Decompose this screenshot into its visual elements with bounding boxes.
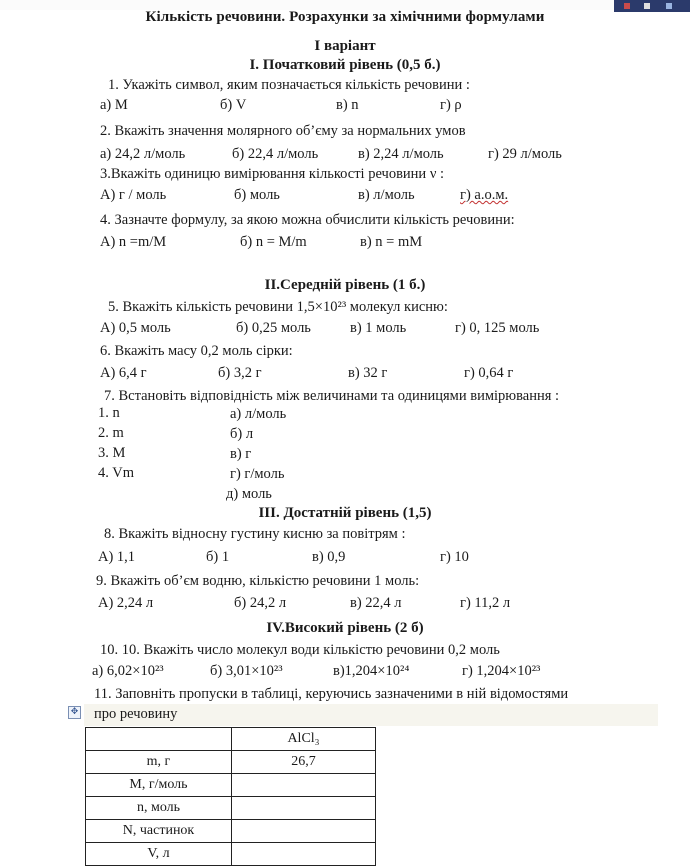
substance-table	[85, 727, 376, 866]
table-label-cell: n, моль	[86, 797, 232, 820]
question-3-text: 3.Вкажіть одиницю вимірювання кількості речовини ν :	[100, 166, 445, 182]
question-10-text: 10. 10. Вкажіть число молекул води кількістю речовини 0,2 моль	[100, 642, 500, 658]
question-11-text-line2: про речовину	[94, 706, 178, 722]
table-row	[86, 728, 376, 751]
question-1-text: 1. Укажіть символ, яким позначається кількість речовини :	[108, 77, 470, 93]
match-left-2: 2. m	[98, 425, 124, 441]
q4-option-c: в) n = mM	[360, 234, 423, 250]
q8-option-c: в) 0,9	[312, 549, 346, 565]
q2-option-b: б) 22,4 л/моль	[232, 146, 319, 162]
table-value-cell[interactable]	[232, 843, 376, 866]
q8-option-a: А) 1,1	[98, 549, 136, 565]
question-11-text-line1: 11. Заповніть пропуски в таблиці, керуючись зазначеними в ній відомостями	[94, 686, 569, 702]
q2-option-c: в) 2,24 л/моль	[358, 146, 444, 162]
q9-option-a: А) 2,24 л	[98, 595, 154, 611]
question-8-text: 8. Вкажіть відносну густину кисню за повітрям :	[104, 526, 406, 542]
table-value-cell[interactable]	[232, 797, 376, 820]
question-6-text: 6. Вкажіть масу 0,2 моль сірки:	[100, 343, 293, 359]
table-row	[86, 820, 376, 843]
table-label-cell: m, г	[86, 751, 232, 774]
table-label-cell: N, частинок	[86, 820, 232, 843]
match-right-d: г) г/моль	[230, 466, 285, 482]
table-row	[86, 751, 376, 774]
match-right-a: а) л/моль	[230, 406, 287, 422]
q1-option-b: б) V	[220, 97, 247, 113]
table-row	[86, 774, 376, 797]
q10-option-d: г) 1,204×10²³	[462, 663, 541, 679]
table-move-handle-icon[interactable]: ✥	[68, 706, 81, 719]
q1-option-c: в) n	[336, 97, 359, 113]
table-header-cell	[86, 728, 232, 751]
match-right-b: б) л	[230, 426, 254, 442]
level-2-heading: ІІ.Середній рівень (1 б.)	[264, 277, 426, 293]
q3-option-c: в) л/моль	[358, 187, 415, 203]
level-3-heading: ІІІ. Достатній рівень (1,5)	[258, 505, 432, 521]
q8-option-d: г) 10	[440, 549, 469, 565]
q6-option-a: А) 6,4 г	[100, 365, 147, 381]
q9-option-d: г) 11,2 л	[460, 595, 511, 611]
q1-option-a: а) M	[100, 97, 128, 113]
match-left-4: 4. Vm	[98, 465, 134, 481]
q1-option-d: г) ρ	[440, 97, 462, 113]
q2-option-d: г) 29 л/моль	[488, 146, 562, 162]
match-right-e: д) моль	[226, 486, 272, 502]
level-1-heading: І. Початковий рівень (0,5 б.)	[249, 57, 441, 73]
q9-option-c: в) 22,4 л	[350, 595, 402, 611]
q6-option-b: б) 3,2 г	[218, 365, 262, 381]
table-label-cell: V, л	[86, 843, 232, 866]
question-2-text: 2. Вкажіть значення молярного об’єму за нормальних умов	[100, 123, 466, 139]
q8-option-b: б) 1	[206, 549, 230, 565]
q10-option-b: б) 3,01×10²³	[210, 663, 283, 679]
q6-option-d: г) 0,64 г	[464, 365, 514, 381]
q5-option-d: г) 0, 125 моль	[455, 320, 540, 336]
document-title: Кількість речовини. Розрахунки за хімічними формулами	[145, 9, 545, 25]
q2-option-a: а) 24,2 л/моль	[100, 146, 186, 162]
q10-option-a: а) 6,02×10²³	[92, 663, 164, 679]
q4-option-b: б) n = M/m	[240, 234, 307, 250]
question-4-text: 4. Зазначте формулу, за якою можна обчислити кількість речовини:	[100, 212, 515, 228]
table-header-substance: AlCl₃	[232, 728, 376, 751]
q9-option-b: б) 24,2 л	[234, 595, 287, 611]
q4-option-a: А) n =m/M	[100, 234, 167, 250]
question-5-text: 5. Вкажіть кількість речовини 1,5×10²³ молекул кисню:	[108, 299, 448, 315]
q3-option-d: г) а.о.м.	[460, 187, 509, 203]
q3-option-b: б) моль	[234, 187, 280, 203]
table-row	[86, 797, 376, 820]
table-label-cell: M, г/моль	[86, 774, 232, 797]
question-9-text: 9. Вкажіть об’єм водню, кількістю речовини 1 моль:	[96, 573, 420, 589]
table-value-cell[interactable]: 26,7	[232, 751, 376, 774]
question-7-text: 7. Встановіть відповідність між величинами та одиницями вимірювання :	[104, 388, 560, 404]
match-left-3: 3. M	[98, 445, 126, 461]
table-row	[86, 843, 376, 866]
q6-option-c: в) 32 г	[348, 365, 388, 381]
q3-option-a: А) г / моль	[100, 187, 167, 203]
match-left-1: 1. n	[98, 405, 120, 421]
level-4-heading: ІV.Високий рівень (2 б)	[266, 620, 424, 636]
variant-heading: І варіант	[314, 38, 376, 54]
match-right-c: в) г	[230, 446, 252, 462]
q5-option-c: в) 1 моль	[350, 320, 407, 336]
table-value-cell[interactable]	[232, 820, 376, 843]
q10-option-c: в)1,204×10²⁴	[333, 663, 410, 679]
table-value-cell[interactable]	[232, 774, 376, 797]
q5-option-a: А) 0,5 моль	[100, 320, 171, 336]
q5-option-b: б) 0,25 моль	[236, 320, 311, 336]
